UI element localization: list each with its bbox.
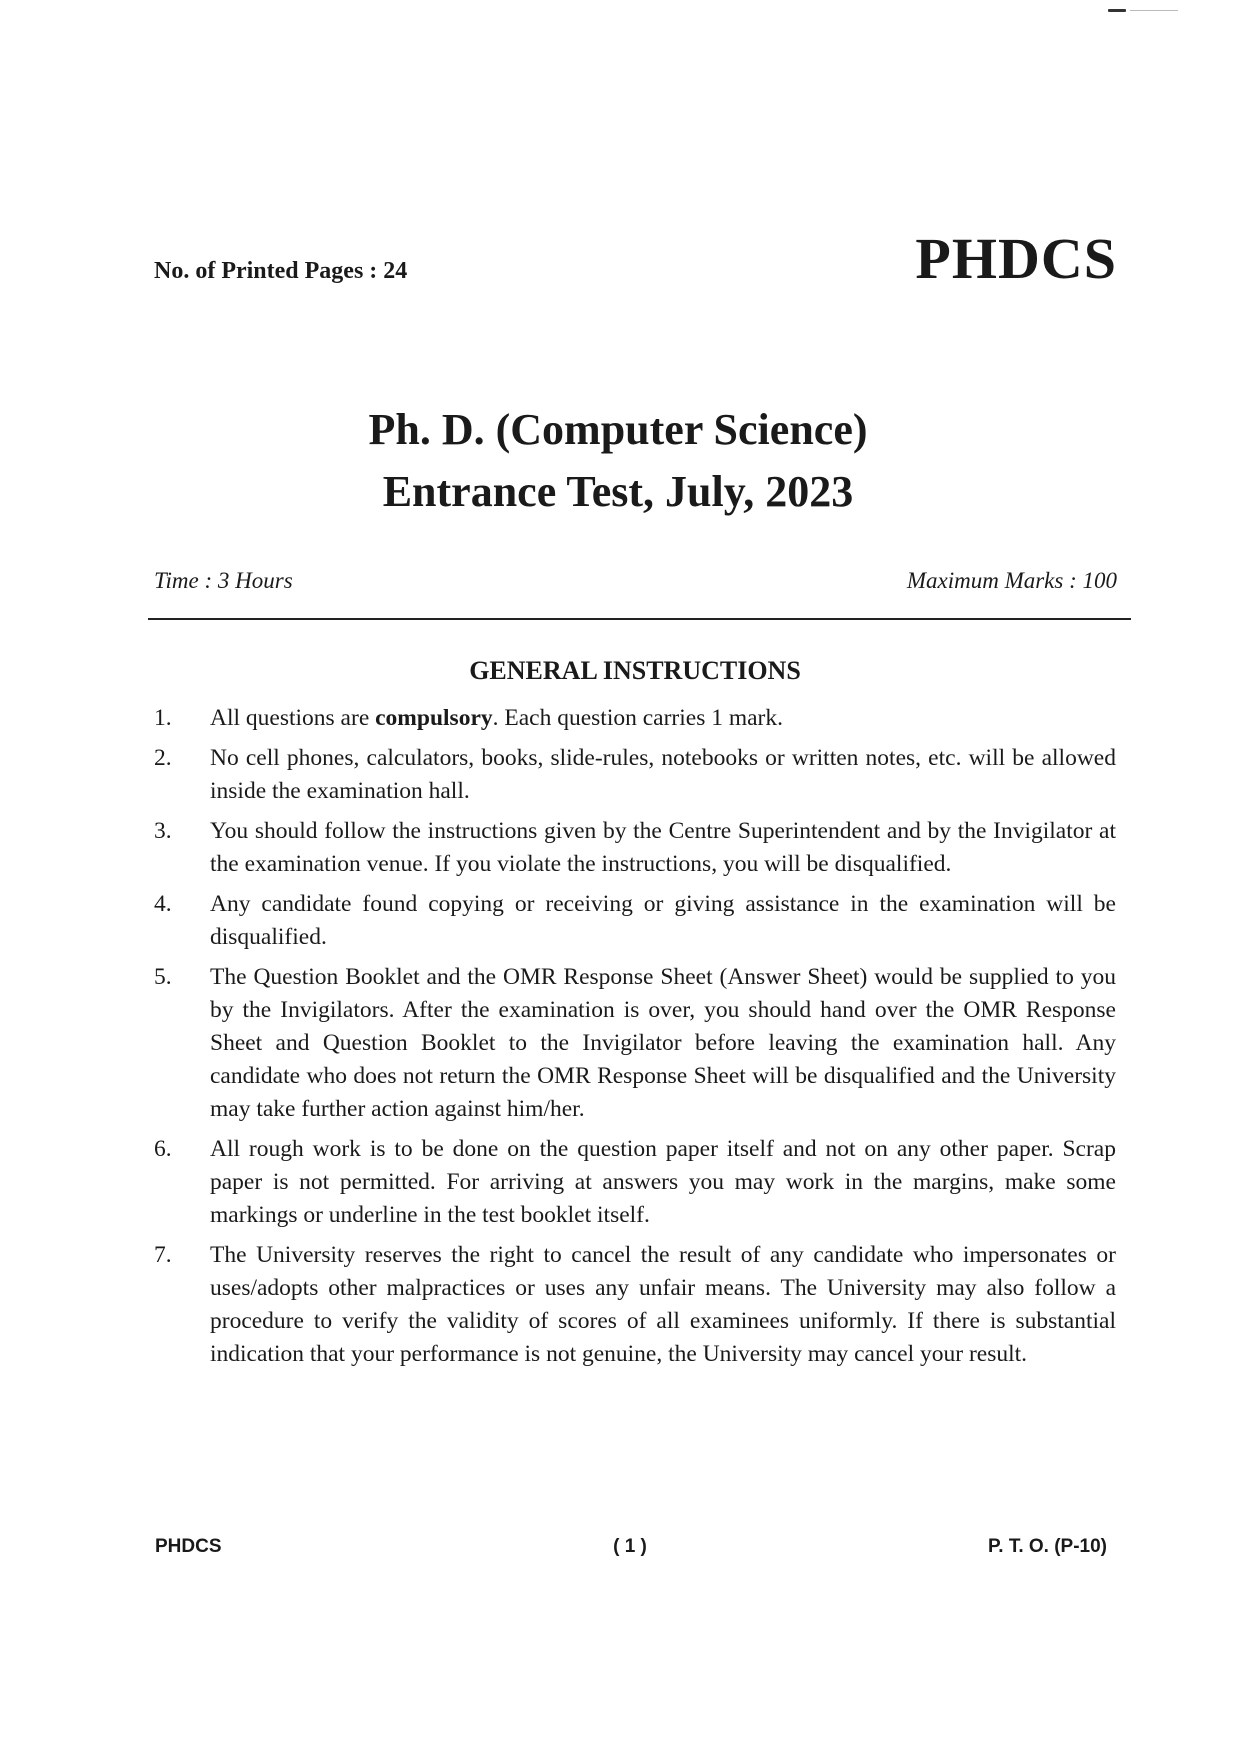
instruction-item (154, 702, 1116, 735)
instruction-item (154, 742, 1116, 808)
printed-pages-count: No. of Printed Pages : 24 (154, 258, 408, 284)
instruction-number: 2. (154, 745, 172, 771)
instruction-number: 4. (154, 891, 172, 917)
instruction-number: 3. (154, 818, 172, 844)
paper-code: PHDCS (915, 226, 1117, 291)
instructions-heading: GENERAL INSTRUCTIONS (469, 656, 801, 685)
instruction-text: Any candidate found copying or receiving or giving assistance in the examination will be disqualified. (210, 891, 1116, 950)
instruction-text (210, 705, 783, 731)
instruction-text-bold: compulsory (375, 705, 493, 731)
instructions-list (154, 702, 1116, 1378)
instruction-number: 1. (154, 705, 172, 731)
instruction-text: No cell phones, calculators, books, slide-rules, notebooks or written notes, etc. will be allowed inside the examination hall. (210, 745, 1116, 804)
instruction-text: The University reserves the right to cancel the result of any candidate who impersonates or uses/adopts other malpractices or uses any unfair means. The University may also follow a procedure to verify the validity of scores of all examinees uniformly. If there is substantial indication that your performance is not genuine, the University may cancel your result. (210, 1242, 1116, 1367)
exam-duration: Time : 3 Hours (154, 568, 293, 593)
instruction-text: All rough work is to be done on the question paper itself and not on any other paper. Scrap paper is not permitted. For arriving at answers you may work in the margins, make some markings or underline in the test booklet itself. (210, 1136, 1116, 1228)
header-divider (148, 618, 1131, 620)
instruction-number: 6. (154, 1136, 172, 1162)
instruction-item (154, 1133, 1116, 1232)
instruction-text-pre: All questions are (210, 705, 376, 731)
exam-title-line2: Entrance Test, July, 2023 (382, 467, 854, 516)
footer-pto: P. T. O. (P-10) (988, 1536, 1107, 1557)
footer-paper-code: PHDCS (155, 1536, 222, 1557)
exam-title-line1: Ph. D. (Computer Science) (368, 405, 868, 454)
instruction-item (154, 961, 1116, 1126)
scan-mark (1108, 9, 1126, 12)
instruction-number: 7. (154, 1242, 172, 1268)
footer-page-number: ( 1 ) (613, 1536, 647, 1557)
instruction-item (154, 1239, 1116, 1371)
maximum-marks: Maximum Marks : 100 (906, 568, 1117, 593)
instruction-text: The Question Booklet and the OMR Response Sheet (Answer Sheet) would be supplied to you by the Invigilators. After the examination is over, you should hand over the OMR Response Sheet and Question Booklet to the Invigilator before leaving the examination hall. Any candidate who does not return the OMR Response Sheet will be disqualified and the University may take further action against him/her. (210, 964, 1116, 1122)
instruction-text: You should follow the instructions given by the Centre Superintendent and by the Invigilator at the examination venue. If you violate the instructions, you will be disqualified. (210, 818, 1116, 877)
instruction-text-post: . Each question carries 1 mark. (492, 705, 784, 731)
instruction-number: 5. (154, 964, 172, 990)
instruction-item (154, 888, 1116, 954)
instruction-item (154, 815, 1116, 881)
